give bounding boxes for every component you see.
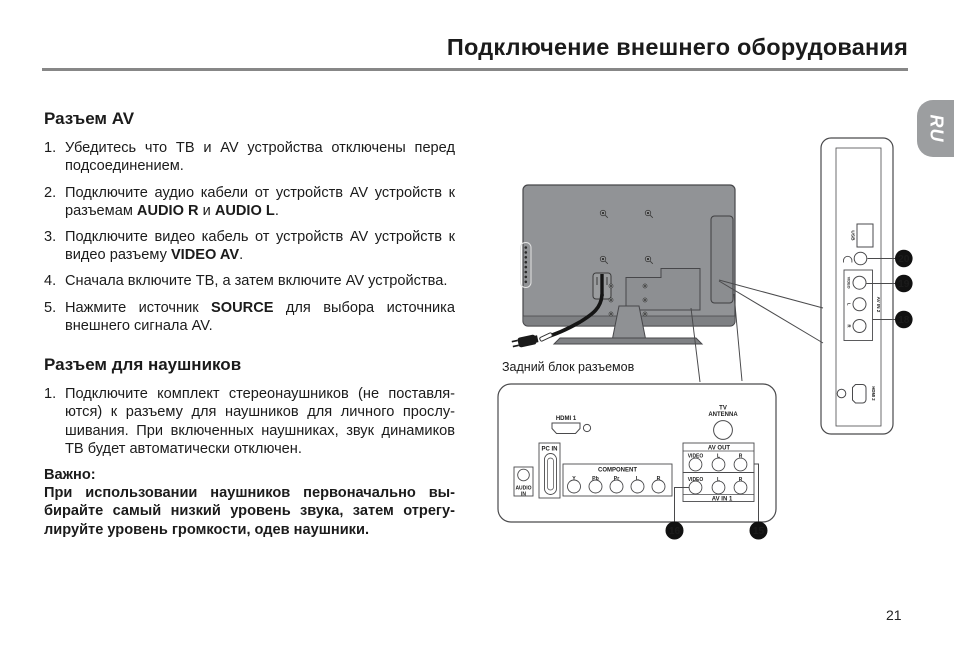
svg-text:AV IN 1: AV IN 1: [711, 496, 733, 503]
svg-text:19: 19: [898, 279, 910, 291]
svg-text:L: L: [716, 477, 721, 483]
svg-text:AUDIO: AUDIO: [515, 485, 532, 492]
cable-tie: [539, 332, 552, 341]
svg-text:Pr: Pr: [613, 476, 620, 482]
svg-text:COMPONENT: COMPONENT: [598, 467, 637, 474]
callout-18: [895, 311, 913, 329]
side-panel-diagram: [821, 138, 913, 434]
text-line: разъемам AUDIO R и AUDIO L.: [65, 202, 279, 219]
language-tab: [917, 100, 954, 157]
svg-text:15: 15: [752, 526, 765, 538]
callout-16: [666, 522, 684, 540]
page-number: 21: [886, 607, 902, 623]
page-title: Подключение внешнего оборудования: [446, 34, 908, 60]
text-line: шивания. При включенных наушниках, звук динамиков: [65, 422, 455, 439]
text-line: подсоединением.: [65, 158, 184, 175]
svg-text:HDMI 1: HDMI 1: [555, 416, 577, 422]
svg-text:IN: IN: [521, 491, 526, 498]
headphone-jack: [844, 252, 867, 265]
svg-text:PC IN: PC IN: [541, 446, 558, 453]
text-line: ются) к разъему для наушников для личного прослу-: [65, 404, 455, 421]
rear-panel-caption: Задний блок разъемов: [502, 360, 635, 374]
language-tab-label: RU: [926, 114, 946, 143]
svg-text:L: L: [635, 476, 640, 482]
text-line: Подключите видео кабель от устройств AV устройств к: [65, 229, 455, 246]
callout-19: [895, 275, 913, 293]
svg-text:L: L: [716, 453, 721, 460]
svg-text:USB: USB: [849, 230, 855, 241]
power-plug: [511, 334, 539, 349]
svg-text:R: R: [738, 477, 743, 483]
important-heading: Важно:: [44, 467, 96, 484]
svg-text:R: R: [738, 453, 743, 460]
text-line: При использовании наушников первоначально вы-: [44, 485, 455, 502]
list-number: 1.: [44, 140, 57, 157]
tv-side-panel: [711, 216, 733, 303]
text-line: Подключите комплект стереонаушников (не поставля-: [65, 386, 455, 403]
svg-text:L: L: [846, 303, 852, 306]
text-line: лируйте уровень громкости, одев наушники.: [44, 521, 370, 538]
text-line: внешнего сигнала AV.: [65, 317, 213, 334]
svg-text:HDMI 2: HDMI 2: [871, 386, 876, 401]
list-number: 1.: [44, 386, 57, 403]
svg-text:R: R: [656, 476, 661, 482]
hdmi2-port: [837, 385, 876, 404]
svg-text:TV: TV: [719, 405, 727, 412]
list-number: 2.: [44, 184, 57, 201]
section-heading-headphones: Разъем для наушников: [44, 355, 242, 375]
svg-text:18: 18: [898, 315, 910, 327]
text-line: ТВ будет автоматически отключен.: [65, 440, 302, 457]
list-number: 3.: [44, 229, 57, 246]
text-line: Сначала включите ТВ, а затем включите AV устройства.: [65, 273, 448, 290]
svg-text:AV OUT: AV OUT: [707, 445, 731, 452]
svg-text:R: R: [846, 324, 852, 328]
svg-text:VIDEO: VIDEO: [687, 453, 704, 460]
svg-text:VIDEO: VIDEO: [687, 477, 704, 483]
tv-back-illustration: [511, 185, 735, 349]
usb-port: [850, 224, 874, 247]
text-line: Нажмите источник SOURCE для выбора источника: [65, 299, 455, 316]
headphone-icon: [844, 256, 852, 262]
callout-15: [750, 522, 768, 540]
list-number: 4.: [44, 273, 57, 290]
av-in-2-jacks: [844, 270, 881, 341]
text-line: Подключите аудио кабели от устройств AV устройств к: [65, 184, 455, 201]
text-line: бирайте самый низкий уровень звука, затем отрегу-: [44, 503, 455, 520]
svg-text:20: 20: [898, 254, 910, 266]
callout-20: [895, 250, 913, 268]
svg-text:Y: Y: [572, 476, 576, 482]
rear-panel-diagram: [498, 384, 776, 540]
svg-text:16: 16: [668, 526, 681, 538]
text-line: видео разъему VIDEO AV.: [65, 247, 244, 264]
section-heading-av: Разъем AV: [44, 109, 135, 128]
svg-text:ANTENNA: ANTENNA: [708, 412, 738, 418]
svg-text:Pb: Pb: [592, 476, 599, 482]
text-line: Убедитесь что ТВ и AV устройства отключены перед: [65, 140, 455, 157]
list-number: 5.: [44, 299, 57, 316]
svg-text:VIDEO: VIDEO: [846, 276, 851, 289]
svg-text:AV IN 2: AV IN 2: [876, 296, 881, 313]
